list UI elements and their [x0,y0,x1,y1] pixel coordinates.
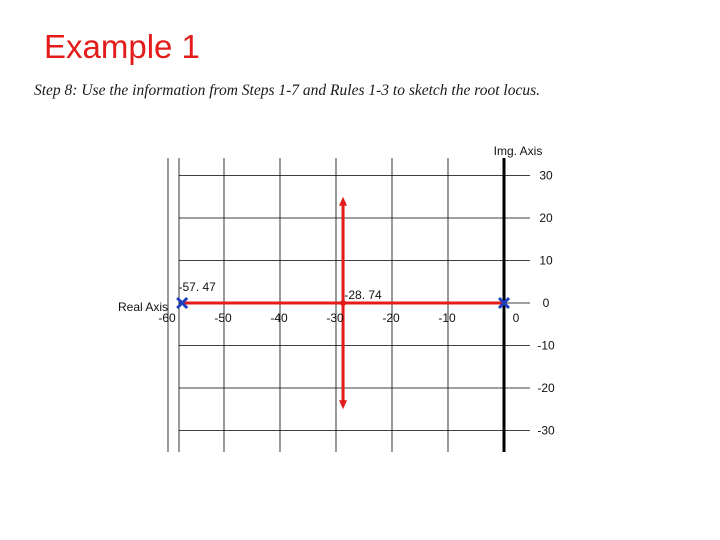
x-tick-label: 0 [512,311,520,325]
x-tick-label: -30 [326,311,344,325]
arrow-down [339,400,347,409]
y-tick-label: 20 [539,211,553,225]
y-tick-label: -10 [537,338,555,353]
y-tick-label: 30 [539,168,553,183]
value-annotation: -57. 47 [178,280,216,294]
y-tick-label: -30 [537,423,555,438]
slide-title: Example 1 [44,28,200,65]
y-tick-label: 10 [539,253,553,268]
x-tick-label: -60 [158,311,176,325]
x-tick-label: -10 [438,311,456,325]
value-annotation: -28. 74 [344,288,382,302]
x-tick-label: -50 [214,311,232,325]
x-tick-label: -40 [270,311,288,325]
y-tick-label: -20 [537,381,555,395]
step-description: Step 8: Use the information from Steps 1-7 and Rules 1-3 to sketch the root locus. [34,82,540,99]
plot-labels [118,144,555,438]
plot-grid [168,158,530,452]
arrow-up [339,197,347,206]
x-tick-label: -20 [382,311,400,325]
imag-axis-label: Img. Axis [493,144,543,158]
y-tick-label: 0 [542,296,550,310]
real-axis-label: Real Axis [117,300,169,314]
